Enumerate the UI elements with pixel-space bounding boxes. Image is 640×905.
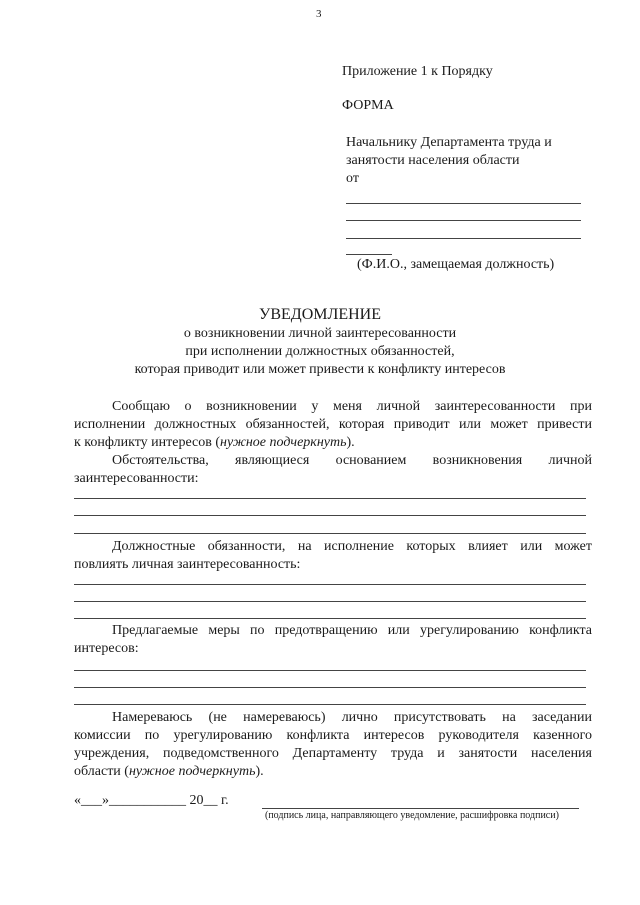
answer-line xyxy=(74,498,586,499)
answer-line xyxy=(74,584,586,585)
sender-blank-line xyxy=(346,203,581,204)
p3-line-1: Должностные обязанности, на исполнение которых влияет или может xyxy=(112,539,592,554)
p4-line-2: интересов: xyxy=(74,641,139,656)
p5-line-1: Намереваюсь (не намереваюсь) лично присутствовать на заседании xyxy=(112,710,592,725)
subtitle-line-1: о возникновении личной заинтересованности xyxy=(183,326,457,341)
italic-note: нужное подчеркнуть xyxy=(220,435,347,450)
italic-note: нужное подчеркнуть xyxy=(128,764,256,779)
p5-line-3: учреждения, подведомственного Департаменту труда и занятости населения xyxy=(74,746,592,761)
p5-line-4: области (нужное подчеркнуть). xyxy=(74,764,264,779)
answer-line xyxy=(74,515,586,516)
p5-line-2: комиссии по урегулированию конфликта интересов руководителя казенного xyxy=(74,728,592,743)
form-label: ФОРМА xyxy=(342,98,394,113)
page-number: 3 xyxy=(316,8,322,20)
p4-line-1: Предлагаемые меры по предотвращению или урегулированию конфликта xyxy=(112,623,592,638)
p1-line-3: к конфликту интересов (нужное подчеркнуть). xyxy=(74,435,355,450)
p1-line-1: Сообщаю о возникновении у меня личной заинтересованности при xyxy=(112,399,592,414)
date-line: «___»___________ 20__ г. xyxy=(74,793,229,808)
document-title: УВЕДОМЛЕНИЕ xyxy=(259,306,381,323)
answer-line xyxy=(74,601,586,602)
sender-blank-line xyxy=(346,238,581,239)
p2-line-2: заинтересованности: xyxy=(74,471,199,486)
answer-line xyxy=(74,618,586,619)
signature-line xyxy=(262,808,579,809)
p1-line-2: исполнении должностных обязанностей, которая приводит или может привести xyxy=(74,417,592,432)
answer-line xyxy=(74,533,586,534)
answer-line xyxy=(74,687,586,688)
answer-line xyxy=(74,704,586,705)
signature-caption: (подпись лица, направляющего уведомление, расшифровка подписи) xyxy=(265,810,559,821)
answer-line xyxy=(74,670,586,671)
addressee-line-2: занятости населения области xyxy=(346,153,520,168)
from-label: от xyxy=(346,171,359,186)
fio-caption: (Ф.И.О., замещаемая должность) xyxy=(357,257,555,272)
subtitle-line-3: которая приводит или может привести к конфликту интересов xyxy=(134,362,506,377)
sender-blank-line-short xyxy=(346,254,392,255)
p2-line-1: Обстоятельства, являющиеся основанием возникновения личной xyxy=(112,453,592,468)
sender-blank-line xyxy=(346,220,581,221)
subtitle-line-2: при исполнении должностных обязанностей, xyxy=(185,344,455,359)
appendix-label: Приложение 1 к Порядку xyxy=(342,64,493,79)
p3-line-2: повлиять личная заинтересованность: xyxy=(74,557,301,572)
addressee-line-1: Начальнику Департамента труда и xyxy=(346,135,552,150)
